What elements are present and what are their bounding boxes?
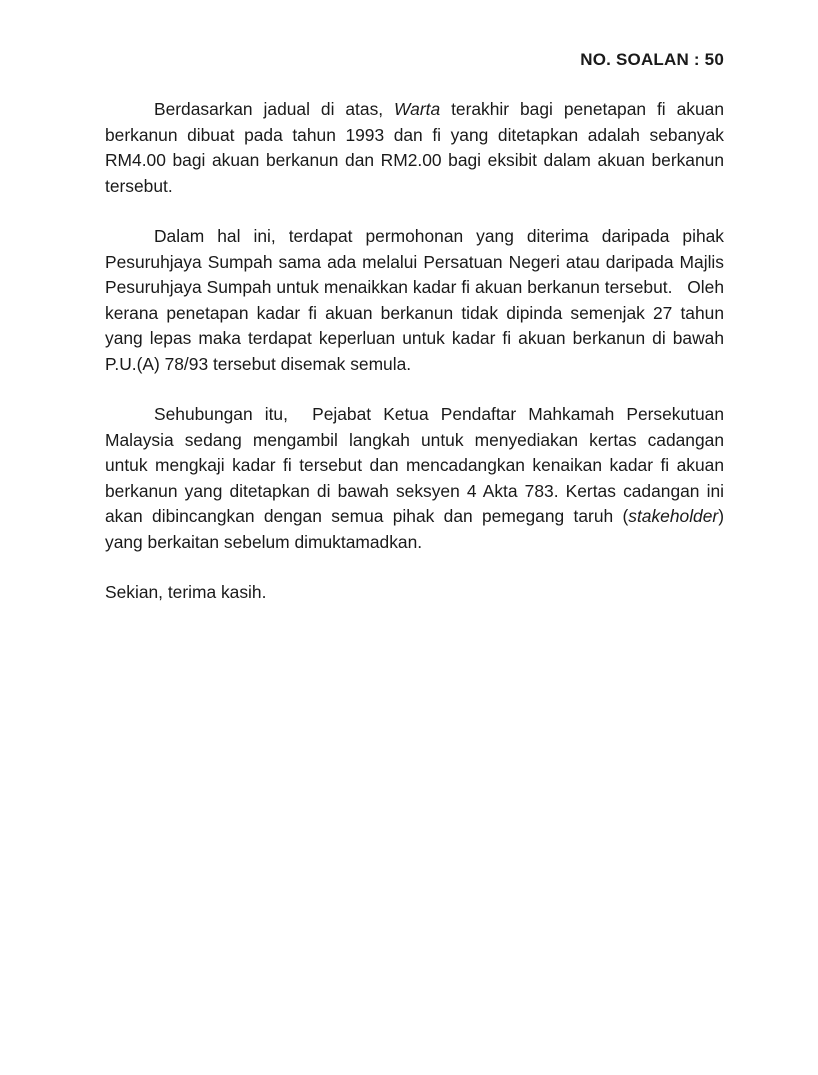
question-number: NO. SOALAN : 50: [580, 50, 724, 69]
paragraph-2: [105, 224, 724, 377]
paragraph-1: [105, 97, 724, 199]
paragraph-3-italic-term: stakeholder: [628, 506, 719, 526]
paragraph-3-text-end: ) yang berkaitan sebelum dimuktamadkan.: [105, 506, 724, 552]
closing-text: Sekian, terima kasih.: [105, 582, 267, 602]
paragraph-3: [105, 402, 724, 555]
paragraph-2-text: Dalam hal ini, terdapat permohonan yang diterima daripada pihak Pesuruhjaya Sumpah sama ada melalui Persatuan Negeri atau daripada Majlis Pesuruhjaya Sumpah untuk menaikkan kadar fi akuan berkanun tersebut. Oleh kerana penetapan kadar fi akuan berkanun tidak dipinda semenjak 27 tahun yang lepas maka terdapat keperluan untuk kadar fi akuan berkanun di bawah P.U.(A) 78/93 tersebut disemak semula.: [105, 226, 724, 374]
document-body: [105, 97, 724, 631]
closing-line: [105, 580, 724, 606]
paragraph-3-text-start: Sehubungan itu, Pejabat Ketua Pendaftar Mahkamah Persekutuan Malaysia sedang mengambil langkah untuk menyediakan kertas cadangan untuk mengkaji kadar fi tersebut dan mencadangkan kenaikan kadar fi akuan berkanun yang ditetapkan di bawah seksyen 4 Akta 783. Kertas cadangan ini akan dibincangkan dengan semua pihak dan pemegang taruh (: [105, 404, 724, 526]
paragraph-1-text-start: Berdasarkan jadual di atas,: [154, 99, 395, 119]
paragraph-1-italic-term: Warta: [394, 99, 441, 119]
paragraph-1-text-end: terakhir bagi penetapan fi akuan berkanun dibuat pada tahun 1993 dan fi yang ditetapkan adalah sebanyak RM4.00 bagi akuan berkanun dan RM2.00 bagi eksibit dalam akuan berkanun tersebut.: [105, 99, 724, 196]
